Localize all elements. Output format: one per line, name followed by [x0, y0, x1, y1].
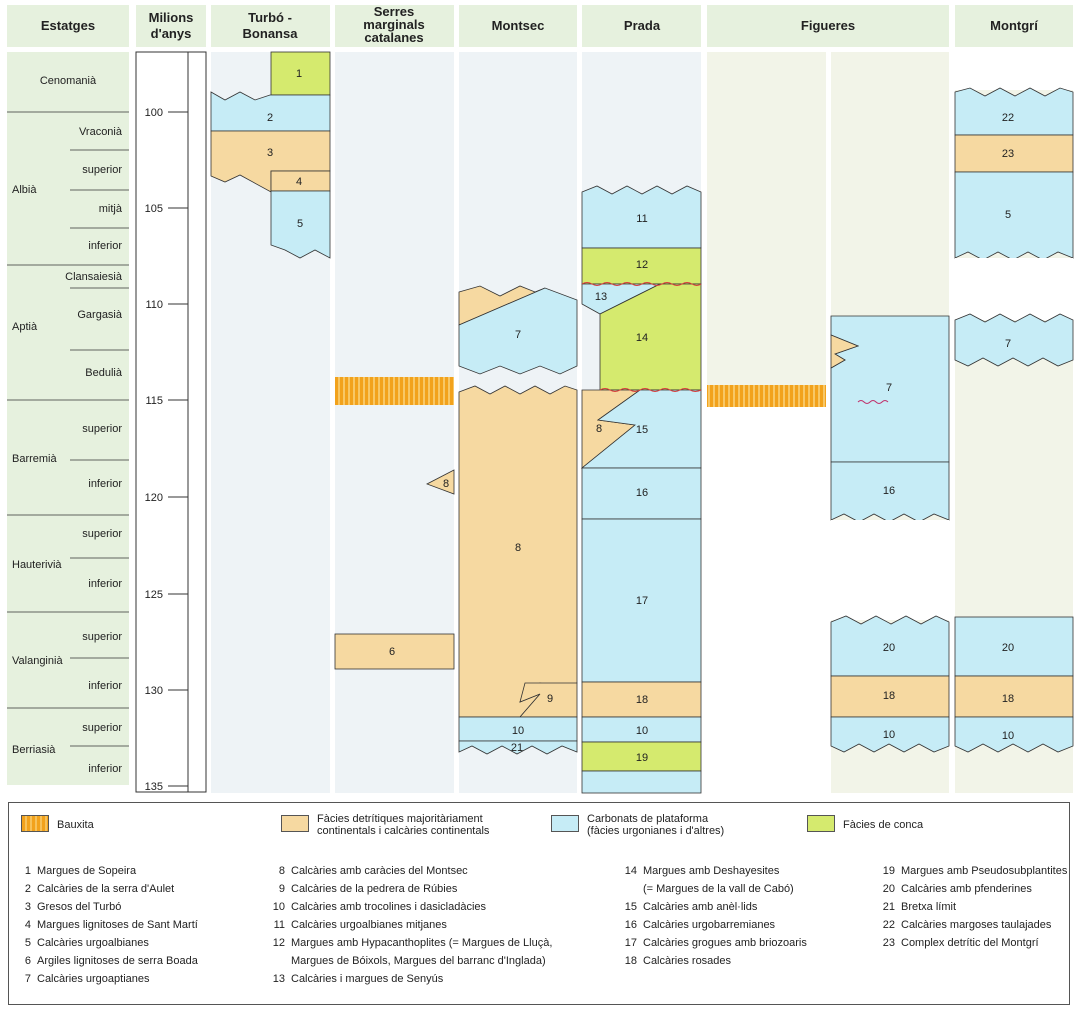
unit-2-label: 2 — [266, 112, 274, 124]
unit-19-label: 19 — [635, 752, 649, 764]
formation-name: (= Margues de la vall de Cabó) — [643, 883, 794, 895]
stage-cenomania: Cenomanià — [39, 75, 97, 87]
stage-clansaiesia: Clansaiesià — [65, 271, 122, 283]
formation-name: Gresos del Turbó — [37, 901, 122, 913]
formation-name: Complex detrític del Montgrí — [901, 937, 1039, 949]
unit-10-label-montgri: 10 — [1001, 730, 1015, 742]
unit-16-label-figueres: 16 — [882, 485, 896, 497]
stage-barremia: Barremià — [12, 453, 57, 465]
basin-swatch — [807, 815, 835, 832]
formation-number: 16 — [624, 919, 637, 931]
unit-18-label-prada: 18 — [635, 694, 649, 706]
header-montgri: Montgrí — [990, 18, 1038, 33]
header-montsec: Montsec — [491, 18, 545, 33]
formation-name: Bretxa límit — [901, 901, 957, 913]
tick-130: 130 — [144, 685, 163, 697]
stage-hauterivia: Hauterivià — [12, 559, 62, 571]
header-turbo-1: Turbó - — [248, 10, 292, 25]
header-milions-2: d'anys — [150, 26, 192, 41]
formation-number: 21 — [882, 901, 895, 913]
figueres-right-gap — [831, 520, 949, 620]
tick-135: 135 — [144, 781, 163, 793]
formation-number: 11 — [273, 919, 285, 931]
formation-name: Argiles lignitoses de serra Boada — [37, 955, 198, 967]
formation-number: 20 — [882, 883, 895, 895]
header-figueres: Figueres — [800, 18, 856, 33]
legend-box — [8, 802, 1070, 1005]
header-estatges: Estatges — [40, 18, 96, 33]
formation-name: Margues de Bóixols, Margues del barranc d'Inglada) — [291, 955, 546, 967]
stage-albia-mitja: mitjà — [98, 203, 122, 215]
unit-14-label: 14 — [635, 332, 649, 344]
figueres-left-units — [707, 385, 826, 793]
unit-18-label-montgri: 18 — [1001, 693, 1015, 705]
header-turbo-2: Bonansa — [242, 26, 298, 41]
montgri-gap-1 — [955, 258, 1073, 320]
unit-16-label-prada: 16 — [635, 487, 649, 499]
stage-valanginia: Valanginià — [12, 655, 63, 667]
formation-number: 7 — [24, 973, 31, 985]
unit-15-label: 15 — [635, 424, 649, 436]
detrital-swatch — [281, 815, 309, 832]
formation-name: Margues lignitoses de Sant Martí — [37, 919, 198, 931]
serres-column — [335, 52, 454, 793]
legend-carbonats-1: Carbonats de plataforma — [587, 813, 709, 825]
unit-1-label: 1 — [295, 68, 303, 80]
formation-number: 14 — [624, 865, 637, 877]
formation-name: Calcàries urgoalbianes mitjanes — [291, 919, 447, 931]
unit-7-label-montgri: 7 — [1004, 338, 1012, 350]
unit-7-shape-montgri — [955, 314, 1073, 366]
stage-berriasia-inferior: inferior — [88, 763, 122, 775]
formation-number: 4 — [24, 919, 31, 931]
formation-name: Calcàries de la pedrera de Rúbies — [291, 883, 458, 895]
legend-detritiques-1: Fàcies detrítiques majoritàriament — [317, 813, 483, 825]
formation-number: 23 — [882, 937, 895, 949]
stage-gargasia: Gargasià — [77, 309, 122, 321]
formation-name: Calcàries amb caràcies del Montsec — [291, 865, 468, 877]
formation-number: 3 — [24, 901, 31, 913]
stage-valanginia-inferior: inferior — [88, 680, 122, 692]
unit-20-label-figueres: 20 — [882, 642, 896, 654]
tick-110: 110 — [145, 299, 163, 311]
formation-number: 9 — [278, 883, 285, 895]
formation-number: 19 — [882, 865, 895, 877]
stage-barremia-superior: superior — [82, 423, 122, 435]
stage-valanginia-superior: superior — [82, 631, 122, 643]
legend-carbonats-2: (fàcies urgonianes i d'altres) — [587, 825, 725, 837]
formation-number: 5 — [24, 937, 31, 949]
unit-5-shape-montgri — [955, 172, 1073, 260]
formation-number: 22 — [882, 919, 895, 931]
bauxite-serres — [335, 377, 454, 405]
formation-name: Calcàries de la serra d'Aulet — [37, 883, 175, 895]
tick-100: 100 — [144, 107, 163, 119]
formation-name: Calcàries amb anèl·lids — [643, 901, 758, 913]
unit-5-label-montgri: 5 — [1004, 209, 1012, 221]
montgri-top-gap — [955, 52, 1073, 90]
unit-23-label: 23 — [1001, 148, 1015, 160]
figueres-left-lower — [707, 407, 826, 793]
header-serres-1: Serres — [373, 4, 415, 19]
formation-name: Margues amb Hypacanthoplites (= Margues de Lluçà, — [291, 937, 553, 949]
formation-name: Margues amb Deshayesites — [643, 865, 780, 877]
header-serres-3: catalanes — [364, 30, 424, 45]
legend-detritiques-2: continentals i calcàries continentals — [317, 825, 490, 837]
unit-11-label: 11 — [636, 213, 648, 225]
formation-name: Calcàries grogues amb briozoaris — [643, 937, 807, 949]
unit-8-label-montsec: 8 — [514, 542, 522, 554]
formation-number: 2 — [24, 883, 31, 895]
carbonate-swatch — [551, 815, 579, 832]
formation-number: 8 — [278, 865, 285, 877]
formation-name: Calcàries urgoaptianes — [37, 973, 150, 985]
unit-10-label-montsec: 10 — [511, 725, 525, 737]
stage-bedulia: Bedulià — [85, 367, 122, 379]
legend-conca: Fàcies de conca — [843, 819, 924, 831]
unit-3-label: 3 — [266, 147, 274, 159]
stage-albia: Albià — [12, 184, 37, 196]
unit-6-label: 6 — [388, 646, 396, 658]
formation-name: Calcàries i margues de Senyús — [291, 973, 444, 985]
formation-name: Calcàries amb trocolines i dasicladàcies — [291, 901, 487, 913]
formation-number: 6 — [24, 955, 31, 967]
formation-name: Margues de Sopeira — [37, 865, 137, 877]
unit-13-label: 13 — [594, 291, 608, 303]
unit-12-label: 12 — [635, 259, 649, 271]
formation-number: 10 — [272, 901, 285, 913]
tick-120: 120 — [144, 492, 163, 504]
bauxite-figueres — [707, 385, 826, 407]
header-milions-1: Milions — [148, 10, 194, 25]
stage-albia-inferior: inferior — [88, 240, 122, 252]
formation-number: 13 — [272, 973, 285, 985]
stage-aptia: Aptià — [12, 321, 38, 333]
formation-number: 17 — [624, 937, 637, 949]
formation-name: Calcàries urgobarremianes — [643, 919, 776, 931]
unit-18-label-figueres: 18 — [882, 690, 896, 702]
formation-name: Calcàries urgoalbianes — [37, 937, 149, 949]
stage-albia-superior: superior — [82, 164, 122, 176]
unit-9-label: 9 — [546, 693, 554, 705]
unit-21-label: 21 — [510, 742, 524, 754]
legend-bauxita: Bauxita — [57, 819, 94, 831]
formation-number: 12 — [272, 937, 285, 949]
unit-17-label: 17 — [635, 595, 649, 607]
formation-number: 18 — [624, 955, 637, 967]
stage-berriasia-superior: superior — [82, 722, 122, 734]
unit-8-label-prada: 8 — [595, 423, 603, 435]
unit-10-label-prada: 10 — [635, 725, 649, 737]
unit-8-label-serres: 8 — [442, 478, 450, 490]
unit-4-label: 4 — [295, 176, 303, 188]
formation-name: Margues amb Pseudosubplantites — [901, 865, 1068, 877]
montsec-units — [459, 286, 577, 754]
unit-10-label-figueres: 10 — [882, 729, 896, 741]
unit-7-label-montsec: 7 — [514, 329, 522, 341]
stage-hauterivia-inferior: inferior — [88, 578, 122, 590]
unit-7-label-figueres: 7 — [885, 382, 893, 394]
formation-name: Calcàries rosades — [643, 955, 732, 967]
estatges-column — [7, 52, 129, 785]
header-serres-2: marginals — [363, 17, 425, 32]
tick-115: 115 — [145, 395, 163, 407]
stage-vraconia: Vraconià — [78, 126, 122, 138]
stage-berriasia: Berriasià — [12, 744, 56, 756]
tick-105: 105 — [144, 203, 163, 215]
header-prada: Prada — [623, 18, 661, 33]
prada-base-carbonate — [582, 771, 701, 793]
tick-125: 125 — [144, 589, 163, 601]
formation-name: Calcàries amb pfenderines — [901, 883, 1032, 895]
formation-number: 1 — [24, 865, 31, 877]
unit-5-label-turbo: 5 — [296, 218, 304, 230]
stage-barremia-inferior: inferior — [88, 478, 122, 490]
unit-22-label: 22 — [1001, 112, 1015, 124]
time-column — [136, 52, 206, 792]
formation-number: 15 — [624, 901, 637, 913]
bauxite-swatch — [21, 815, 49, 832]
unit-20-label-montgri: 20 — [1001, 642, 1015, 654]
stage-hauterivia-superior: superior — [82, 528, 122, 540]
formation-name: Calcàries margoses taulajades — [901, 919, 1052, 931]
